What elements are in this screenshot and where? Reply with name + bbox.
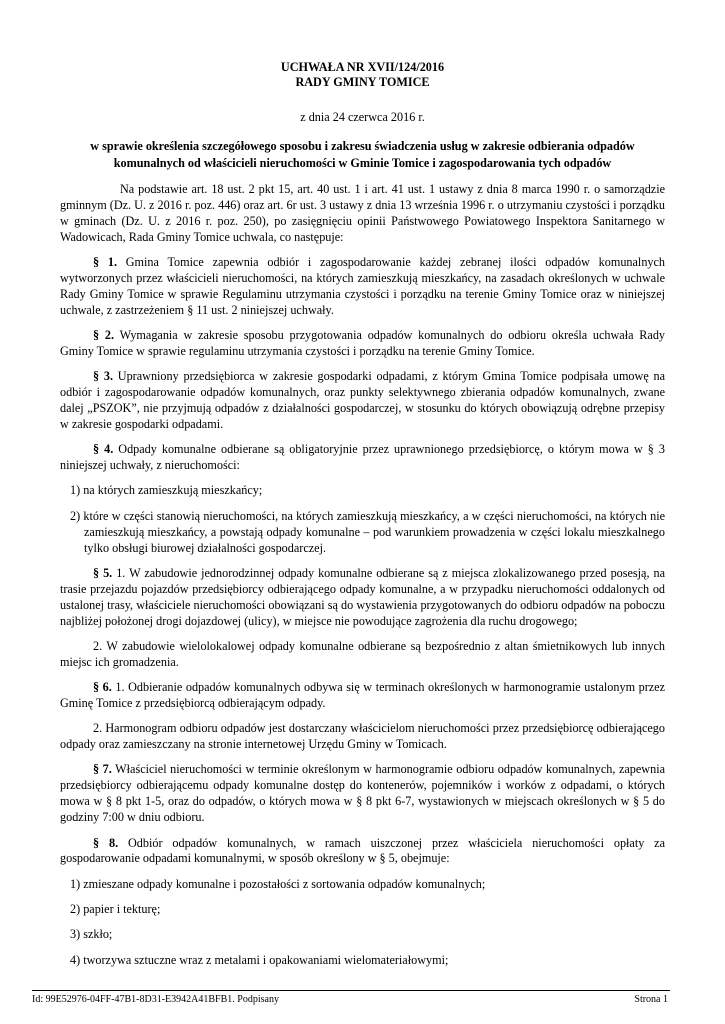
paragraph-8-item-3: 3) szkło; bbox=[70, 927, 113, 942]
footer-page-number: Strona 1 bbox=[634, 994, 668, 1005]
paragraph-8-text: Odbiór odpadów komunalnych, w ramach uiszczonej przez właściciela nieruchomości opłaty za gospodarowanie odpadami komunalnymi, w sposób określony w § 5, obejmuje: bbox=[60, 835, 666, 866]
paragraph-3-label: § 3. bbox=[93, 369, 114, 384]
paragraph-4-text: Odpady komunalne odbierane są obligatoryjnie przez uprawnionego przedsiębiorcę, o którym mowa w § 3 niniejszej uchwały, z nieruchomości: bbox=[60, 442, 665, 473]
document-subject bbox=[60, 138, 665, 172]
paragraph-1-text: Gmina Tomice zapewnia odbiór i zagospodarowanie każdej zebranej ilości odpadów komunalnych wytworzonych przez właścicieli nieruchomości, na których zamieszkują mieszkańcy, na zasadach określonych w uchwale Rady Gminy Tomice w sprawie Regulaminu utrzymania czystości i porządku na terenie Gminy Tomice oraz w niniejszej uchwale, z zastrzeżeniem § 11 ust. 2 niniejszej uchwały. bbox=[60, 255, 666, 317]
paragraph-3-text: Uprawniony przedsiębiorca w zakresie gospodarki odpadami, z którym Gmina Tomice podpisała umowę na odbiór i zagospodarowanie odpadów komunalnych, oraz punkty selektywnego zbierania odpadów komunalnych, zwane dalej „PSZOK”, nie przyjmują odpadów z działalności gospodarczej, w stosunku do których obowiązują odrębne przepisy w zakresie gospodarki odpadami. bbox=[60, 369, 666, 431]
paragraph-2-text: Wymagania w zakresie sposobu przygotowania odpadów komunalnych do odbioru określa uchwała Rady Gminy Tomice w sprawie regulaminu utrzymania czystości i porządku na terenie Gminy Tomice. bbox=[60, 328, 666, 358]
paragraph-6-point-2: 2. Harmonogram odbioru odpadów jest dostarczany właścicielom nieruchomości przez przedsiębiorcę odbierającego odpady oraz zamieszczany na stronie internetowej Urzędu Gminy w Tomicach. bbox=[60, 721, 665, 752]
document-body bbox=[60, 182, 665, 978]
subject-line-2: komunalnych od właścicieli nieruchomości w Gminie Tomice i zagospodarowania tych odpadów bbox=[113, 156, 612, 170]
title-line-1: UCHWAŁA NR XVII/124/2016 bbox=[280, 60, 445, 74]
preamble: Na podstawie art. 18 ust. 2 pkt 15, art. 40 ust. 1 i art. 41 ust. 1 ustawy z dnia 8 marca 1990 r. o samorządzie gminnym (Dz. U. z 2016 r. poz. 446) oraz art. 6r ust. 3 ustawy z dnia 13 września 1996 r. o utrzymaniu czystości i porządku w gminach (Dz. U. z 2016 r. poz. 250), po zasięgnięciu opinii Państwowego Powiatowego Inspektora Sanitarnego w Wadowicach, Rada Gminy Tomice uchwala, co następuje: bbox=[60, 182, 665, 244]
paragraph-5-text: 1. W zabudowie jednorodzinnej odpady komunalne odbierane są z miejsca zlokalizowanego przed posesją, na trasie przejazdu pojazdów przedsiębiorcy odbierającego odpady komunalne, a w przypadku nieruchomości oddalonych od ustalonej trasy, właściciele nieruchomości obowiązani są do wystawienia przygotowanych do odbioru odpadów na poboczu najbliżej położonej drogi dojazdowej (ulicy), w miejsce nie powodujące zagrożenia dla ruchu drogowego; bbox=[60, 565, 665, 628]
paragraph-6 bbox=[60, 680, 665, 712]
paragraph-8-item-1: 1) zmieszane odpady komunalne i pozostałości z sortowania odpadów komunalnych; bbox=[70, 876, 486, 891]
paragraph-7-text: Właściciel nieruchomości w terminie określonym w harmonogramie odbioru odpadów komunalnych, zapewnia przedsiębiorcy odbierającemu odpady komunalne dostęp do kontenerów, pojemników i worków z odpadami, o których mowa w § 8 pkt 1-5, oraz do odpadów, o których mowa w § 8 pkt 6-7, wystawionych w miejscach określonych w § 5 do godziny 7:00 w dniu odbioru. bbox=[60, 762, 665, 825]
paragraph-8-item-4: 4) tworzywa sztuczne wraz z metalami i opakowaniami wielomateriałowymi; bbox=[70, 952, 449, 967]
footer-divider bbox=[32, 990, 670, 991]
title-line-2: RADY GMINY TOMICE bbox=[295, 75, 430, 89]
paragraph-8-label: § 8. bbox=[93, 835, 119, 850]
paragraph-5-label: § 5. bbox=[93, 565, 113, 580]
paragraph-5-point-2: 2. W zabudowie wielolokalowej odpady komunalne odbierane są bezpośrednio z altan śmietnikowych lub innych miejsc ich gromadzenia. bbox=[60, 638, 665, 669]
paragraph-6-text: 1. Odbieranie odpadów komunalnych odbywa się w terminach określonych w harmonogramie ustalonym przez Gminę Tomice z przedsiębiorcą odbierającym odpady. bbox=[60, 680, 666, 710]
paragraph-4-item-1: 1) na których zamieszkują mieszkańcy; bbox=[70, 483, 263, 498]
footer-document-id: Id: 99E52976-04FF-47B1-8D31-E3942A41BFB1. Podpisany bbox=[32, 994, 279, 1005]
paragraph-8 bbox=[60, 836, 665, 868]
document-date: z dnia 24 czerwca 2016 r. bbox=[300, 110, 425, 124]
paragraph-8-item-2: 2) papier i tekturę; bbox=[70, 902, 161, 916]
paragraph-7 bbox=[60, 762, 665, 826]
subject-line-1: w sprawie określenia szczegółowego sposobu i zakresu świadczenia usług w zakresie odbierania odpadów bbox=[90, 139, 635, 153]
paragraph-2-label: § 2. bbox=[93, 328, 115, 343]
paragraph-4-label: § 4. bbox=[93, 442, 114, 457]
paragraph-7-label: § 7. bbox=[93, 762, 112, 777]
paragraph-5 bbox=[60, 566, 665, 630]
paragraph-4-item-2: 2) które w części stanowią nieruchomości, na których zamieszkują mieszkańcy, a w części nieruchomości, na których nie zamieszkują mieszkańcy, a powstają odpady komunalne – pod warunkiem prowadzenia w części lokalu mieszkalnego tylko obsługi biurowej działalności gospodarczej. bbox=[70, 508, 665, 555]
paragraph-1 bbox=[60, 255, 665, 319]
paragraph-2 bbox=[60, 328, 665, 360]
paragraph-4 bbox=[60, 442, 665, 474]
document-title bbox=[0, 60, 725, 90]
paragraph-6-label: § 6. bbox=[93, 680, 112, 695]
paragraph-1-label: § 1. bbox=[93, 255, 117, 270]
paragraph-3 bbox=[60, 369, 665, 433]
